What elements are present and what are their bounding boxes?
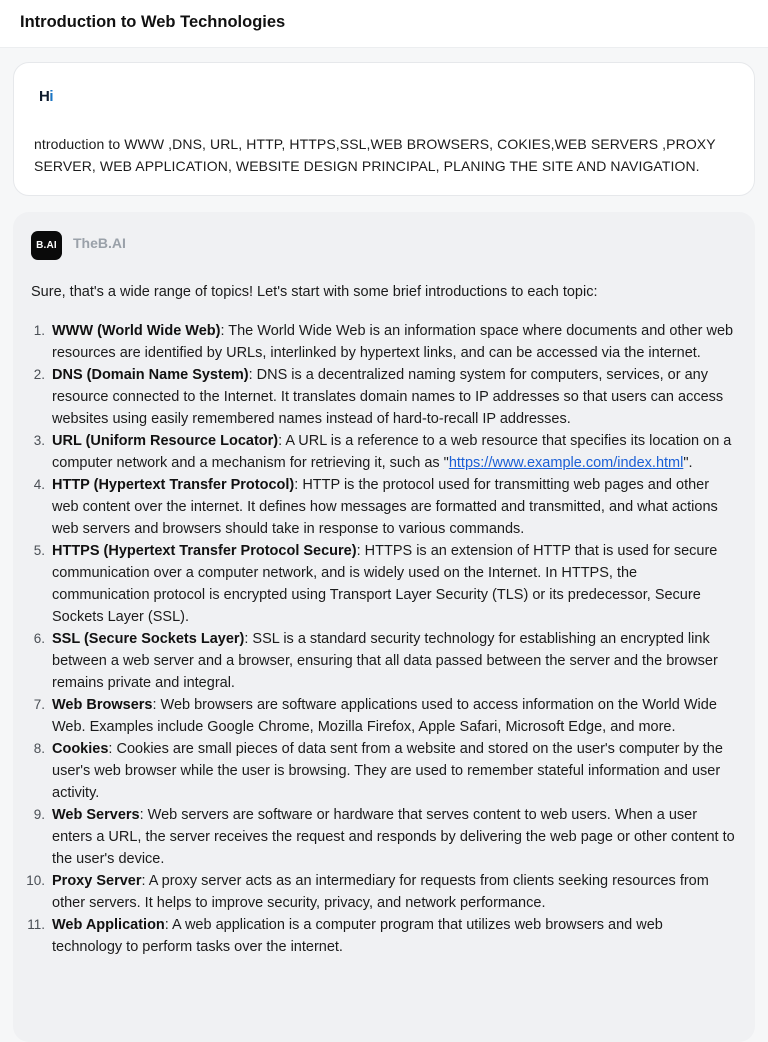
list-item-term: Cookies: [52, 741, 109, 757]
list-item-number: 10.: [26, 873, 45, 888]
list-item-description: : Web browsers are software applications used to access information on the World Wide Web. Examples include Google Chrome, Mozilla Firefox, Apple Safari, Microsoft Edge, and more.: [52, 697, 717, 735]
list-item-number: 4.: [33, 477, 45, 492]
list-item-number: 5.: [33, 543, 45, 558]
list-item-term: WWW (World Wide Web): [52, 323, 221, 339]
list-item-description: : SSL is a standard security technology for establishing an encrypted link between a web server and a browser, ensuring that all data passed between the server and the browser remains private and integral.: [52, 631, 718, 691]
assistant-avatar: B.AI: [31, 231, 62, 260]
assistant-message-card: [13, 212, 755, 1042]
list-item-description: : DNS is a decentralized naming system for computers, services, or any resource connected to the Internet. It translates domain names to IP addresses so that users can access websites using easily remembered names instead of hard-to-recall IP addresses.: [52, 367, 724, 427]
assistant-name: TheB.AI: [73, 235, 126, 251]
list-item-number: 6.: [33, 631, 45, 646]
user-message-text: ntroduction to WWW ,DNS, URL, HTTP, HTTPS,SSL,WEB BROWSERS, COKIES,WEB SERVERS ,PROXY SERVER, WEB APPLICATION, WEBSITE DESIGN PRINCIPAL, PLANING THE SITE AND NAVIGATION.: [34, 136, 716, 174]
list-item: [13, 430, 755, 474]
list-item-description: : HTTPS is an extension of HTTP that is used for secure communication over a computer network, and is widely used on the Internet. In HTTPS, the communication protocol is encrypted using Transport Layer Security (TLS) or its predecessor, Secure Sockets Layer (SSL).: [52, 543, 718, 625]
list-item-term: Proxy Server: [52, 873, 142, 889]
list-item-term: Web Application: [52, 917, 165, 933]
list-item-number: 2.: [33, 367, 45, 382]
list-item-description: : Cookies are small pieces of data sent from a website and stored on the user's computer by the user's web browser while the user is browsing. They are used to remember stateful information and user activity.: [52, 741, 723, 801]
list-item-term: SSL (Secure Sockets Layer): [52, 631, 245, 647]
page-title: Introduction to Web Technologies: [20, 13, 286, 31]
list-item: [13, 540, 755, 628]
list-item-number: 11.: [27, 917, 45, 932]
list-item-term: Web Servers: [52, 807, 140, 823]
list-item-number: 1.: [33, 323, 45, 338]
list-item: [13, 694, 755, 738]
list-item: [13, 804, 755, 870]
list-item-term: HTTP (Hypertext Transfer Protocol): [52, 477, 295, 493]
list-item-number: 7.: [33, 697, 45, 712]
list-item-description: : A web application is a computer program that utilizes web browsers and web technology to perform tasks over the internet.: [52, 917, 663, 955]
list-item: [13, 870, 755, 914]
list-item: [13, 914, 755, 958]
list-item-term: HTTPS (Hypertext Transfer Protocol Secure): [52, 543, 357, 559]
list-item: [13, 320, 755, 364]
list-item-description-end: ".: [683, 455, 693, 471]
list-item-description: : A proxy server acts as an intermediary for requests from clients seeking resources from other servers. It helps to improve security, privacy, and network performance.: [52, 873, 709, 911]
list-item: [13, 738, 755, 804]
list-item-number: 3.: [33, 433, 45, 448]
user-avatar: Hi: [39, 88, 61, 106]
list-item-term: URL (Uniform Resource Locator): [52, 433, 279, 449]
list-item-description: : HTTP is the protocol used for transmitting web pages and other web content over the internet. It defines how messages are formatted and transmitted, and what actions web servers and browsers should take in response to various commands.: [52, 477, 718, 537]
list-item: [13, 474, 755, 540]
list-item-number: 9.: [33, 807, 45, 822]
list-item-term: DNS (Domain Name System): [52, 367, 249, 383]
top-bar: [0, 0, 768, 48]
example-url-link[interactable]: https://www.example.com/index.html: [448, 455, 684, 471]
list-item-description: : The World Wide Web is an information space where documents and other web resources are identified by URLs, interlinked by hypertext links, and can be accessed via the internet.: [52, 323, 734, 361]
list-item-description: : A URL is a reference to a web resource that specifies its location on a computer network and a mechanism for retrieving it, such as ": [52, 433, 732, 471]
assistant-intro-text: Sure, that's a wide range of topics! Let's start with some brief introductions to each topic:: [31, 284, 598, 300]
list-item-number: 8.: [33, 741, 45, 756]
list-item: [13, 628, 755, 694]
list-item-description: : Web servers are software or hardware that serves content to web users. When a user enters a URL, the server receives the request and responds by delivering the web page or other content to the user's device.: [52, 807, 735, 867]
list-item-term: Web Browsers: [52, 697, 153, 713]
topic-list: [13, 320, 755, 958]
user-message-card: [13, 62, 755, 196]
list-item: [13, 364, 755, 430]
